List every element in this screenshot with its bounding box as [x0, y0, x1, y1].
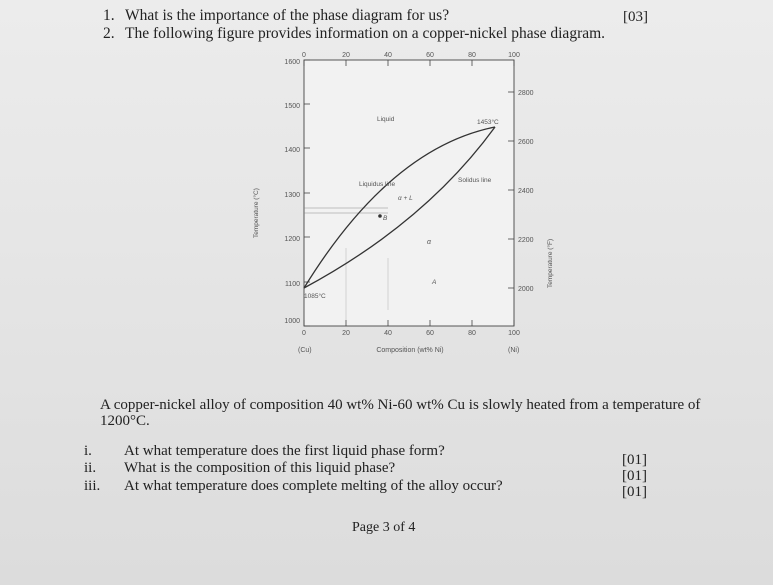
left-tick-1600: 1600 — [284, 59, 300, 66]
alpha-plus-liquid-label: α + L — [398, 195, 413, 202]
top-tick-20: 20 — [342, 52, 350, 59]
top-tick-80: 80 — [468, 52, 476, 59]
bottom-tick-100: 100 — [508, 330, 520, 337]
phase-diagram-figure — [240, 48, 560, 368]
left-tick-1100: 1100 — [284, 281, 300, 288]
right-tick-2200: 2200 — [518, 237, 534, 244]
right-tick-2000: 2000 — [518, 286, 534, 293]
problem-statement: A copper-nickel alloy of composition 40 wt% Ni-60 wt% Cu is slowly heated from a temperature of 1200°C. — [100, 397, 701, 429]
question-1-number: 1. — [103, 7, 115, 24]
subquestion-2-numeral: ii. — [84, 460, 97, 476]
ni-melting-point-label: 1453°C — [477, 119, 499, 126]
top-tick-60: 60 — [426, 52, 434, 59]
liquidus-line-label: Liquidus line — [359, 181, 396, 188]
question-2 — [103, 25, 605, 43]
liquid-region-label: Liquid — [377, 116, 395, 123]
point-b-marker — [378, 214, 382, 218]
question-1-marks: [03] — [623, 9, 648, 25]
subquestion-3-numeral: iii. — [84, 478, 101, 494]
question-1-text: What is the importance of the phase diagram for us? — [125, 7, 450, 24]
top-tick-100: 100 — [508, 52, 520, 59]
bottom-tick-0: 0 — [302, 330, 306, 337]
phase-diagram-svg — [240, 48, 560, 368]
right-tick-2800: 2800 — [518, 90, 534, 97]
point-a-label: A — [432, 279, 437, 286]
left-tick-1400: 1400 — [284, 147, 300, 154]
solidus-line-label: Solidus line — [458, 177, 492, 184]
alpha-region-label: α — [427, 239, 431, 246]
plot-frame — [304, 60, 514, 326]
cu-label: (Cu) — [298, 347, 312, 354]
question-1 — [103, 7, 449, 25]
right-tick-2600: 2600 — [518, 139, 534, 146]
top-tick-0: 0 — [302, 52, 306, 59]
bottom-tick-40: 40 — [384, 330, 392, 337]
bottom-tick-20: 20 — [342, 330, 350, 337]
left-axis-label: Temperature (°C) — [253, 188, 260, 238]
left-tick-1300: 1300 — [284, 192, 300, 199]
cu-melting-point-label: 1085°C — [304, 293, 326, 300]
bottom-tick-80: 80 — [468, 330, 476, 337]
bottom-tick-60: 60 — [426, 330, 434, 337]
left-tick-1500: 1500 — [284, 103, 300, 110]
subquestion-2-marks: [01] — [622, 468, 647, 484]
top-tick-40: 40 — [384, 52, 392, 59]
ni-label: (Ni) — [508, 347, 520, 354]
right-axis-label: Temperature (°F) — [547, 238, 554, 288]
question-2-number: 2. — [103, 25, 115, 42]
left-tick-1000: 1000 — [284, 318, 300, 325]
question-2-text: The following figure provides information on a copper-nickel phase diagram. — [125, 25, 606, 42]
subquestion-1-marks: [01] — [622, 452, 647, 468]
subquestion-1-text: At what temperature does the first liquid phase form? — [124, 443, 445, 459]
x-axis-label: Composition (wt% Ni) — [376, 347, 444, 354]
subquestion-3-marks: [01] — [622, 484, 647, 500]
point-b-label: B — [383, 215, 388, 222]
left-tick-1200: 1200 — [284, 236, 300, 243]
subquestion-3-text: At what temperature does complete melting of the alloy occur? — [124, 478, 503, 494]
page-number: Page 3 of 4 — [352, 520, 416, 535]
subquestion-1-numeral: i. — [84, 443, 92, 459]
subquestion-2-text: What is the composition of this liquid phase? — [124, 460, 396, 476]
right-tick-2400: 2400 — [518, 188, 534, 195]
